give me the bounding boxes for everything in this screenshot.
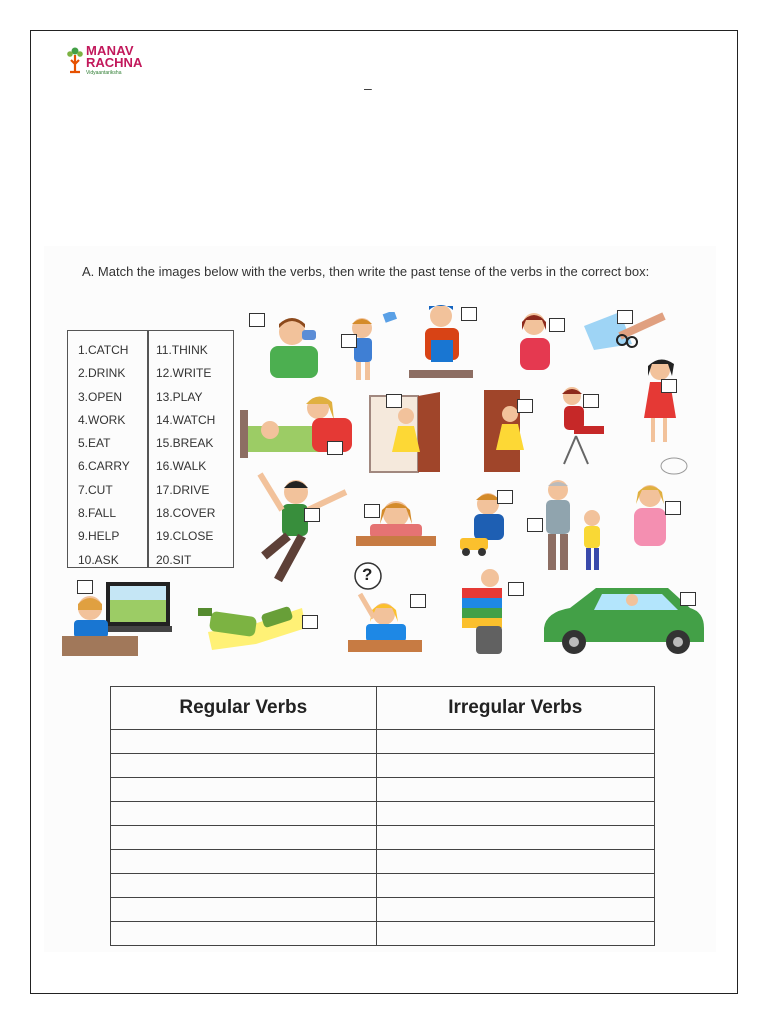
answer-box-woman-sitting[interactable] [583, 394, 599, 408]
answer-box-watching-tv[interactable] [77, 580, 93, 594]
answer-box-close-door[interactable] [517, 399, 533, 413]
irregular-verb-cell[interactable] [376, 778, 654, 802]
answer-box-man-walking[interactable] [527, 518, 543, 532]
regular-verb-cell[interactable] [111, 826, 377, 850]
answer-box-boy-drinking[interactable] [249, 313, 265, 327]
logo-line-1: MANAV [86, 43, 134, 58]
irregular-verb-cell[interactable] [376, 850, 654, 874]
table-header-row [111, 687, 655, 730]
answer-box-open-door[interactable] [386, 394, 402, 408]
verb-item: 2.DRINK [78, 366, 126, 381]
verb-list-column-2 [156, 339, 215, 572]
verbs-answer-table [110, 686, 655, 946]
irregular-verb-cell[interactable] [376, 730, 654, 754]
answer-box-girl-red-dress[interactable] [661, 379, 677, 393]
regular-verb-cell[interactable] [111, 874, 377, 898]
exercise-instruction: A. Match the images below with the verbs, then write the past tense of the verbs in the correct box: [82, 264, 650, 279]
regular-verb-cell[interactable] [111, 850, 377, 874]
verb-list-box [67, 330, 234, 568]
man-walking-with-child-illustration [530, 478, 620, 576]
verb-item: 5.EAT [78, 436, 111, 451]
answer-box-mother-child[interactable] [327, 441, 343, 455]
verb-item: 8.FALL [78, 506, 117, 521]
answer-box-girl-eating[interactable] [549, 318, 565, 332]
verb-item: 7.CUT [78, 482, 113, 497]
irregular-verb-cell[interactable] [376, 754, 654, 778]
verb-item: 1.CATCH [78, 343, 129, 357]
verb-item: 13.PLAY [156, 389, 203, 404]
answer-box-cutting-paper[interactable] [617, 310, 633, 324]
header-dash: – [364, 80, 372, 96]
answer-box-broken-bottle[interactable] [302, 615, 318, 629]
table-row [111, 802, 655, 826]
verb-item: 10.ASK [78, 552, 119, 567]
table-row [111, 874, 655, 898]
answer-box-girl-asking[interactable] [410, 594, 426, 608]
answer-box-green-car[interactable] [680, 592, 696, 606]
irregular-verb-cell[interactable] [376, 898, 654, 922]
verb-item: 11.THINK [156, 343, 208, 357]
logo-tagline: Vidyaantariksha [86, 70, 122, 76]
irregular-verb-cell[interactable] [376, 874, 654, 898]
girl-in-red-dress-illustration [638, 356, 680, 448]
table-row [111, 898, 655, 922]
regular-verbs-header: Regular Verbs [111, 687, 377, 730]
answer-box-girl-covering[interactable] [665, 501, 681, 515]
irregular-verb-cell[interactable] [376, 802, 654, 826]
verb-list-divider [147, 331, 149, 567]
verb-item: 15.BREAK [156, 436, 214, 451]
answer-box-boy-falling[interactable] [304, 508, 320, 522]
irregular-verb-cell[interactable] [376, 922, 654, 946]
girl-asking-illustration [344, 560, 424, 656]
verb-item: 6.CARRY [78, 459, 130, 474]
answer-box-boy-catching[interactable] [341, 334, 357, 348]
boy-drinking-illustration [262, 314, 326, 380]
logo-line-2: RACHNA [86, 55, 143, 70]
answer-box-girl-thinking[interactable] [364, 504, 380, 518]
answer-box-man-working[interactable] [461, 307, 477, 321]
verb-item: 3.OPEN [78, 389, 123, 404]
regular-verb-cell[interactable] [111, 778, 377, 802]
logo-tree-icon [66, 46, 84, 74]
table-row [111, 754, 655, 778]
verb-item: 20.SIT [156, 552, 192, 567]
boy-catching-illustration [340, 312, 402, 384]
irregular-verbs-header: Irregular Verbs [376, 687, 654, 730]
broken-bottle-illustration [198, 594, 312, 656]
table-row [111, 922, 655, 946]
table-row [111, 850, 655, 874]
regular-verb-cell[interactable] [111, 754, 377, 778]
verb-item: 17.DRIVE [156, 482, 210, 497]
answer-box-carrying-books[interactable] [508, 582, 524, 596]
regular-verb-cell[interactable] [111, 730, 377, 754]
regular-verb-cell[interactable] [111, 898, 377, 922]
verb-item: 9.HELP [78, 529, 120, 544]
verb-item: 12.WRITE [156, 366, 212, 381]
table-row [111, 826, 655, 850]
table-row [111, 778, 655, 802]
verb-item: 16.WALK [156, 459, 207, 474]
irregular-verb-cell[interactable] [376, 826, 654, 850]
verb-item: 19.CLOSE [156, 529, 214, 544]
verb-item: 4.WORK [78, 412, 126, 427]
manav-rachna-logo [66, 44, 156, 80]
verb-item: 14.WATCH [156, 412, 216, 427]
girl-opening-door-illustration [366, 392, 450, 474]
regular-verb-cell[interactable] [111, 802, 377, 826]
regular-verb-cell[interactable] [111, 922, 377, 946]
verb-item: 18.COVER [156, 506, 216, 521]
answer-box-boy-playing[interactable] [497, 490, 513, 504]
verb-list-column-1 [78, 339, 130, 572]
question-mark-bubble-text: ? [362, 565, 373, 584]
table-row [111, 730, 655, 754]
boy-falling-illustration [246, 470, 350, 588]
man-carrying-books-illustration [456, 566, 520, 656]
